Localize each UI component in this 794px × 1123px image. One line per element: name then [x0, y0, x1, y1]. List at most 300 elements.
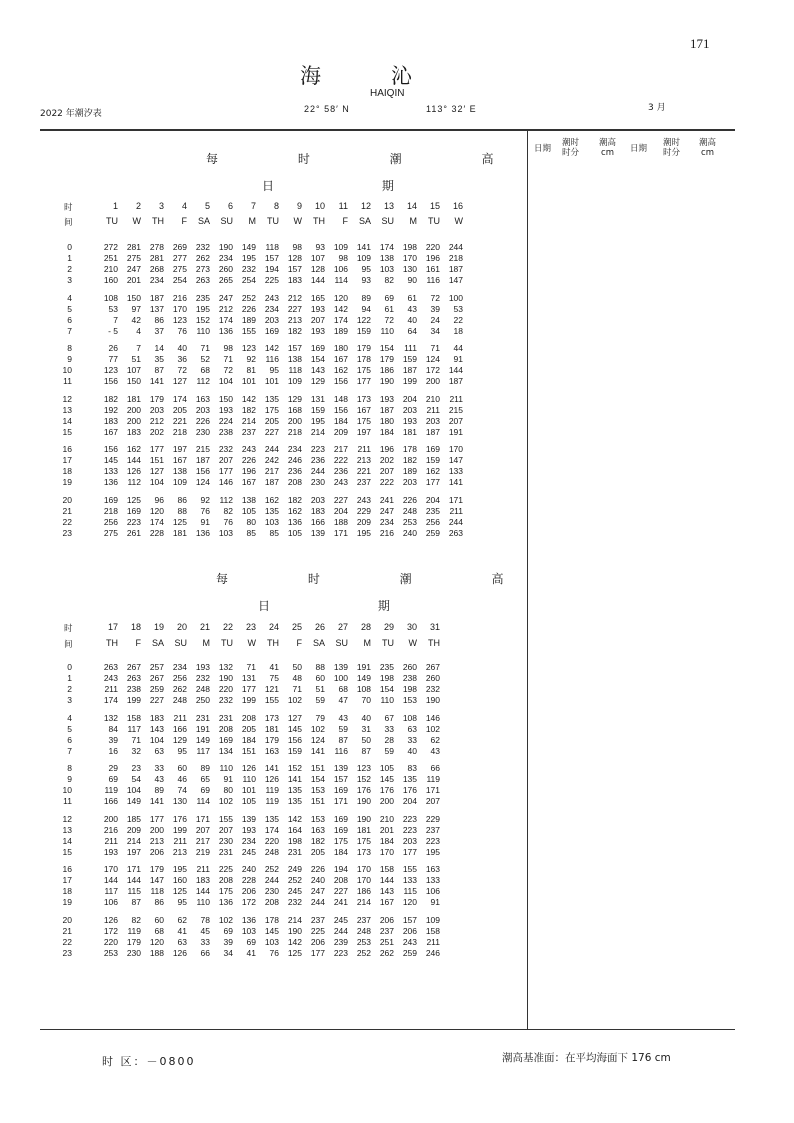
- hour-label: 14: [62, 835, 72, 846]
- hourly-height-cell: 52: [200, 354, 210, 364]
- hourly-height-cell: 51: [315, 684, 325, 694]
- hour-label: 22: [62, 516, 72, 527]
- hour-label: 4: [67, 712, 72, 723]
- hourly-height-cell: 165: [310, 292, 325, 303]
- weekday-header: TU: [106, 216, 118, 226]
- hourly-height-cell: 217: [333, 444, 348, 454]
- hourly-height-cell: 120: [333, 292, 348, 303]
- hourly-height-cell: 230: [264, 886, 279, 896]
- hourly-height-cell: 136: [218, 897, 233, 907]
- hourly-height-cell: 74: [177, 785, 187, 795]
- hourly-height-cell: 209: [356, 516, 371, 527]
- hourly-height-cell: 159: [425, 455, 440, 465]
- hourly-height-cell: 201: [379, 824, 394, 835]
- hourly-height-cell: 222: [379, 477, 394, 487]
- hourly-height-cell: 200: [149, 824, 164, 835]
- hourly-height-cell: 95: [177, 897, 187, 907]
- hourly-height-cell: 176: [402, 785, 417, 795]
- hourly-height-cell: 232: [287, 897, 302, 907]
- hourly-height-cell: 193: [195, 662, 210, 672]
- hourly-height-cell: 157: [287, 343, 302, 353]
- hourly-height-cell: 119: [265, 796, 279, 806]
- hourly-height-cell: 123: [172, 314, 187, 325]
- hourly-height-cell: 69: [108, 774, 118, 784]
- hourly-height-cell: 155: [241, 325, 256, 336]
- day-header: 4: [181, 201, 187, 211]
- hour-label: 5: [67, 303, 72, 314]
- hourly-height-cell: 147: [448, 275, 463, 285]
- hourly-height-cell: 218: [287, 426, 302, 437]
- hourly-height-cell: 63: [177, 936, 187, 947]
- hourly-height-cell: 156: [333, 376, 348, 386]
- hourly-height-cell: 162: [126, 444, 141, 454]
- hourly-height-cell: 203: [402, 835, 417, 846]
- day-header: 1: [112, 201, 118, 211]
- hourly-height-cell: 232: [241, 264, 256, 274]
- hourly-height-cell: 203: [195, 404, 210, 415]
- hourly-height-cell: 176: [356, 785, 371, 795]
- hourly-height-cell: 86: [177, 494, 187, 505]
- hourly-height-cell: 151: [310, 763, 325, 773]
- hourly-height-cell: 223: [333, 947, 348, 958]
- hourly-height-cell: 108: [356, 684, 371, 694]
- hourly-height-cell: 141: [356, 242, 371, 252]
- hourly-height-cell: 261: [126, 527, 141, 538]
- hourly-height-cell: 95: [269, 365, 279, 375]
- hour-label: 18: [62, 886, 72, 896]
- hourly-height-cell: 177: [149, 444, 164, 454]
- hourly-height-cell: 186: [356, 886, 371, 896]
- hourly-height-cell: 120: [149, 936, 164, 947]
- hourly-height-cell: 7: [136, 343, 141, 353]
- hourly-height-cell: 182: [287, 325, 302, 336]
- weekday-header: SA: [151, 638, 164, 648]
- hourly-height-cell: 211: [173, 835, 187, 846]
- hourly-height-cell: 123: [356, 763, 371, 773]
- hourly-height-cell: 222: [333, 455, 348, 465]
- hourly-height-cell: 143: [379, 886, 394, 896]
- hourly-height-cell: 243: [264, 292, 279, 303]
- hourly-height-cell: 112: [127, 477, 141, 487]
- weekday-header: SU: [174, 638, 187, 648]
- hourly-height-cell: 141: [264, 763, 279, 773]
- hourly-height-cell: 207: [425, 796, 440, 806]
- hourly-height-cell: 244: [448, 516, 463, 527]
- hourly-height-cell: 88: [177, 505, 187, 516]
- hourly-height-cell: 234: [287, 444, 302, 454]
- hourly-height-cell: 115: [403, 886, 417, 896]
- hourly-height-cell: 39: [430, 303, 440, 314]
- hourly-height-cell: 152: [287, 763, 302, 773]
- hourly-height-cell: 90: [407, 275, 417, 285]
- hourly-height-cell: 181: [356, 824, 371, 835]
- hourly-height-cell: 183: [149, 712, 164, 723]
- hourly-height-cell: 116: [334, 745, 348, 756]
- hour-label: 1: [67, 253, 72, 263]
- hourly-height-cell: 76: [223, 516, 233, 527]
- hourly-height-cell: 163: [310, 824, 325, 835]
- hourly-height-cell: 46: [177, 774, 187, 784]
- hourly-height-cell: 249: [287, 864, 302, 874]
- hourly-height-cell: 211: [173, 712, 187, 723]
- hourly-height-cell: 237: [379, 925, 394, 936]
- hourly-height-cell: 256: [425, 516, 440, 527]
- hourly-height-cell: 85: [269, 527, 279, 538]
- hourly-height-cell: 236: [287, 466, 302, 476]
- hourly-height-cell: 154: [379, 684, 394, 694]
- hourly-height-cell: 67: [384, 712, 394, 723]
- hourly-height-cell: 230: [126, 947, 141, 958]
- hourly-height-cell: 123: [241, 343, 256, 353]
- hourly-height-cell: 93: [315, 242, 325, 252]
- hourly-height-cell: 116: [265, 354, 279, 364]
- hourly-height-cell: 206: [310, 936, 325, 947]
- hourly-height-cell: 138: [241, 494, 256, 505]
- hourly-height-cell: 190: [356, 796, 371, 806]
- hourly-height-cell: 78: [200, 914, 210, 925]
- extremes-height-header: 潮高 cm: [599, 138, 617, 158]
- hourly-height-cell: 174: [264, 824, 279, 835]
- hourly-height-cell: 245: [333, 914, 348, 925]
- hourly-height-cell: 166: [103, 796, 118, 806]
- hourly-height-cell: 129: [310, 376, 325, 386]
- day-header: 20: [176, 622, 187, 632]
- day-header: 29: [383, 622, 394, 632]
- hourly-height-cell: 177: [218, 466, 233, 476]
- hourly-subtitle: 日 期: [262, 179, 446, 193]
- hourly-height-cell: 163: [264, 745, 279, 756]
- day-header: 17: [107, 622, 118, 632]
- hourly-height-cell: 207: [218, 455, 233, 465]
- hourly-height-cell: 117: [104, 886, 118, 896]
- hourly-height-cell: 134: [218, 745, 233, 756]
- hourly-height-cell: 187: [264, 477, 279, 487]
- weekday-header: TH: [152, 216, 164, 226]
- hourly-height-cell: 39: [108, 734, 118, 745]
- hourly-height-cell: 120: [402, 897, 417, 907]
- station-title: 海沁: [300, 64, 482, 88]
- extremes-height-header-2: 潮高 cm: [699, 138, 717, 158]
- hourly-height-cell: 171: [425, 785, 440, 795]
- day-header: 24: [268, 622, 279, 632]
- hourly-height-cell: 169: [103, 494, 118, 505]
- hourly-height-cell: 234: [149, 275, 164, 285]
- hourly-height-cell: 139: [241, 813, 256, 824]
- hour-label: 21: [62, 925, 72, 936]
- weekday-header: W: [408, 638, 417, 648]
- hourly-height-cell: 103: [218, 527, 233, 538]
- hourly-height-cell: 199: [126, 695, 141, 705]
- hourly-height-cell: 182: [241, 404, 256, 415]
- hourly-height-cell: 238: [402, 673, 417, 683]
- hourly-height-cell: 29: [108, 763, 118, 773]
- hourly-height-cell: 105: [241, 505, 256, 516]
- hourly-height-cell: 216: [379, 527, 394, 538]
- hourly-height-cell: 230: [310, 477, 325, 487]
- hourly-height-cell: 267: [425, 662, 440, 672]
- hourly-height-cell: 179: [126, 936, 141, 947]
- hourly-height-cell: 60: [315, 673, 325, 683]
- hourly-title: 每 时 潮 高: [206, 152, 532, 166]
- hourly-height-cell: 109: [172, 477, 187, 487]
- hourly-height-cell: 161: [425, 264, 440, 274]
- hourly-height-cell: 251: [103, 253, 118, 263]
- hourly-height-cell: 232: [218, 444, 233, 454]
- hourly-height-cell: 231: [287, 846, 302, 857]
- hourly-height-cell: 184: [241, 734, 256, 745]
- hourly-height-cell: 277: [172, 253, 187, 263]
- hourly-height-cell: 83: [407, 763, 417, 773]
- hourly-height-cell: 193: [241, 824, 256, 835]
- day-header: 2: [135, 201, 141, 211]
- hourly-height-cell: 141: [310, 745, 325, 756]
- hour-label: 20: [62, 914, 72, 925]
- hourly-height-cell: 143: [149, 723, 164, 734]
- hourly-height-cell: 179: [379, 354, 394, 364]
- hourly-height-cell: 212: [287, 292, 302, 303]
- hourly-height-cell: 210: [103, 264, 118, 274]
- month-label: 3 月: [648, 103, 666, 113]
- hourly-height-cell: 118: [288, 365, 302, 375]
- hourly-height-cell: 263: [448, 527, 463, 538]
- hourly-height-cell: 124: [310, 734, 325, 745]
- hourly-height-cell: 234: [264, 303, 279, 314]
- hourly-height-cell: 175: [356, 415, 371, 426]
- hourly-height-cell: 244: [448, 242, 463, 252]
- hourly-height-cell: 141: [287, 774, 302, 784]
- hourly-height-cell: 260: [402, 662, 417, 672]
- hourly-height-cell: 162: [425, 466, 440, 476]
- hourly-height-cell: 238: [126, 684, 141, 694]
- hourly-height-cell: 105: [287, 527, 302, 538]
- hourly-height-cell: 146: [218, 477, 233, 487]
- hourly-height-cell: 174: [218, 314, 233, 325]
- hourly-height-cell: 142: [287, 813, 302, 824]
- hourly-height-cell: 129: [172, 734, 187, 745]
- hourly-height-cell: 223: [402, 824, 417, 835]
- hourly-height-cell: 103: [241, 925, 256, 936]
- hourly-height-cell: 243: [333, 477, 348, 487]
- hourly-height-cell: 41: [177, 925, 187, 936]
- hourly-height-cell: 126: [126, 466, 141, 476]
- day-header: 7: [250, 201, 256, 211]
- hourly-height-cell: 14: [154, 343, 164, 353]
- hourly-height-cell: 160: [103, 275, 118, 285]
- hourly-height-cell: 177: [356, 376, 371, 386]
- hourly-height-cell: 170: [172, 303, 187, 314]
- hourly-height-cell: 64: [407, 325, 417, 336]
- weekday-header: W: [454, 216, 463, 226]
- hourly-height-cell: 154: [379, 343, 394, 353]
- hourly-height-cell: 136: [218, 325, 233, 336]
- hour-label: 17: [62, 455, 72, 465]
- hourly-height-cell: 231: [195, 712, 210, 723]
- hourly-height-cell: 105: [241, 796, 256, 806]
- hourly-height-cell: 40: [361, 712, 371, 723]
- weekday-header: SU: [335, 638, 348, 648]
- hourly-height-cell: 156: [195, 466, 210, 476]
- hourly-height-cell: 110: [380, 325, 394, 336]
- hourly-height-cell: 147: [448, 455, 463, 465]
- hourly-height-cell: 214: [356, 897, 371, 907]
- hourly-height-cell: 145: [287, 723, 302, 734]
- hourly-height-cell: 263: [195, 275, 210, 285]
- hourly-height-cell: 234: [241, 835, 256, 846]
- hourly-height-cell: 227: [149, 695, 164, 705]
- hourly-height-cell: 26: [108, 343, 118, 353]
- hourly-height-cell: 101: [264, 376, 279, 386]
- hourly-height-cell: 145: [264, 925, 279, 936]
- hourly-height-cell: 243: [402, 936, 417, 947]
- hourly-height-cell: 246: [287, 455, 302, 465]
- hourly-height-cell: 156: [287, 734, 302, 745]
- row-label-time: 间: [64, 217, 73, 227]
- hourly-height-cell: 207: [195, 824, 210, 835]
- weekday-header: M: [202, 638, 210, 648]
- hourly-height-cell: 212: [218, 303, 233, 314]
- hourly-height-cell: 173: [356, 393, 371, 404]
- hourly-height-cell: 35: [154, 354, 164, 364]
- hourly-height-cell: 138: [287, 354, 302, 364]
- hourly-height-cell: - 5: [108, 325, 118, 336]
- hourly-height-cell: 257: [149, 662, 164, 672]
- hourly-height-cell: 149: [195, 734, 210, 745]
- hourly-height-cell: 219: [195, 846, 210, 857]
- hourly-height-cell: 102: [425, 723, 440, 734]
- hourly-height-cell: 72: [384, 314, 394, 325]
- hourly-height-cell: 91: [223, 774, 233, 784]
- hourly-height-cell: 248: [356, 925, 371, 936]
- hourly-height-cell: 40: [407, 745, 417, 756]
- hourly-height-cell: 156: [103, 444, 118, 454]
- hourly-height-cell: 141: [448, 477, 463, 487]
- hourly-height-cell: 232: [425, 684, 440, 694]
- hourly-height-cell: 170: [448, 444, 463, 454]
- day-header: 19: [153, 622, 164, 632]
- hourly-height-cell: 182: [103, 393, 118, 404]
- hourly-height-cell: 190: [356, 813, 371, 824]
- hourly-height-cell: 86: [154, 897, 164, 907]
- hourly-height-cell: 193: [103, 846, 118, 857]
- hourly-height-cell: 92: [246, 354, 256, 364]
- hourly-height-cell: 243: [103, 673, 118, 683]
- hourly-height-cell: 86: [154, 314, 164, 325]
- hourly-height-cell: 227: [264, 426, 279, 437]
- hourly-height-cell: 187: [379, 404, 394, 415]
- hourly-height-cell: 145: [379, 774, 394, 784]
- hourly-height-cell: 100: [333, 673, 348, 683]
- hourly-height-cell: 76: [200, 505, 210, 516]
- hourly-height-cell: 209: [126, 824, 141, 835]
- hourly-height-cell: 37: [154, 325, 164, 336]
- hourly-height-cell: 159: [287, 745, 302, 756]
- hourly-height-cell: 121: [264, 684, 279, 694]
- hourly-height-cell: 141: [149, 376, 164, 386]
- hourly-height-cell: 218: [448, 253, 463, 263]
- hourly-height-cell: 198: [287, 835, 302, 846]
- hourly-height-cell: 202: [379, 455, 394, 465]
- hour-label: 8: [67, 343, 72, 353]
- hourly-height-cell: 71: [430, 343, 440, 353]
- day-header: 5: [204, 201, 210, 211]
- hourly-height-cell: 71: [200, 343, 210, 353]
- hourly-height-cell: 192: [103, 404, 118, 415]
- hourly-height-cell: 81: [246, 365, 256, 375]
- hourly-height-cell: 179: [356, 343, 371, 353]
- hour-label: 18: [62, 466, 72, 476]
- hourly-height-cell: 103: [264, 936, 279, 947]
- weekday-header: SA: [197, 216, 210, 226]
- hourly-height-cell: 103: [379, 264, 394, 274]
- hourly-height-cell: 171: [333, 796, 348, 806]
- hourly-height-cell: 190: [218, 242, 233, 252]
- hourly-height-cell: 211: [104, 684, 118, 694]
- hourly-height-cell: 94: [361, 303, 371, 314]
- hour-label: 10: [62, 785, 72, 795]
- hourly-height-cell: 69: [223, 925, 233, 936]
- hourly-height-cell: 128: [310, 264, 325, 274]
- hourly-height-cell: 139: [333, 662, 348, 672]
- hour-label: 21: [62, 505, 72, 516]
- hourly-height-cell: 208: [333, 875, 348, 885]
- day-header: 14: [406, 201, 417, 211]
- hourly-height-cell: 135: [264, 505, 279, 516]
- hourly-height-cell: 198: [379, 673, 394, 683]
- hourly-height-cell: 159: [310, 404, 325, 415]
- hourly-height-cell: 182: [310, 835, 325, 846]
- hourly-height-cell: 245: [241, 846, 256, 857]
- hourly-height-cell: 82: [223, 505, 233, 516]
- hourly-height-cell: 203: [425, 415, 440, 426]
- hourly-height-cell: 169: [333, 824, 348, 835]
- hourly-height-cell: 223: [425, 835, 440, 846]
- hour-label: 14: [62, 415, 72, 426]
- hourly-height-cell: 171: [195, 813, 210, 824]
- hourly-height-cell: 126: [172, 947, 187, 958]
- hourly-height-cell: 72: [223, 365, 233, 375]
- hourly-height-cell: 119: [127, 925, 141, 936]
- hourly-height-cell: 170: [103, 864, 118, 874]
- hourly-height-cell: 252: [264, 864, 279, 874]
- hourly-height-cell: 24: [430, 314, 440, 325]
- hourly-height-cell: 139: [310, 527, 325, 538]
- hourly-height-cell: 150: [126, 292, 141, 303]
- hourly-height-cell: 169: [333, 813, 348, 824]
- day-header: 16: [452, 201, 463, 211]
- hourly-height-cell: 50: [292, 662, 302, 672]
- day-header: 31: [429, 622, 440, 632]
- hourly-height-cell: 213: [287, 314, 302, 325]
- hourly-height-cell: 262: [195, 253, 210, 263]
- hourly-height-cell: 59: [338, 723, 348, 734]
- hourly-height-cell: 142: [241, 393, 256, 404]
- hourly-height-cell: 53: [108, 303, 118, 314]
- hourly-height-cell: 238: [218, 426, 233, 437]
- hourly-height-cell: 154: [310, 354, 325, 364]
- hourly-height-cell: 253: [402, 516, 417, 527]
- hourly-height-cell: 45: [200, 925, 210, 936]
- hourly-height-cell: 253: [356, 936, 371, 947]
- hourly-height-cell: 205: [172, 404, 187, 415]
- hourly-height-cell: 231: [218, 712, 233, 723]
- hourly-height-cell: 221: [356, 466, 371, 476]
- hourly-height-cell: 119: [426, 774, 440, 784]
- hourly-height-cell: 162: [287, 505, 302, 516]
- hourly-height-cell: 115: [127, 886, 141, 896]
- hour-label: 2: [67, 264, 72, 274]
- hourly-height-cell: 187: [448, 264, 463, 274]
- hour-label: 0: [67, 242, 72, 252]
